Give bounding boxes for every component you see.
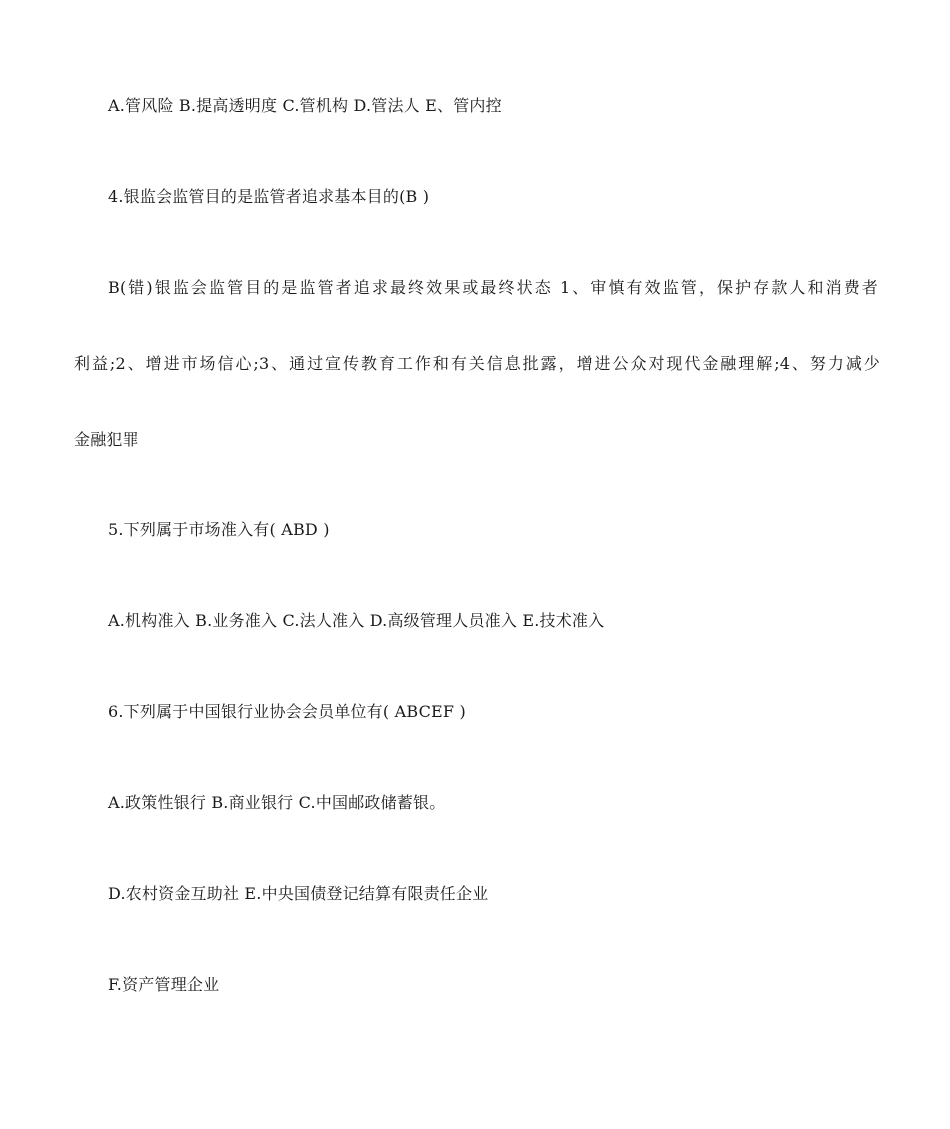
option-line-q6-a: A.政策性银行 B.商业银行 C.中国邮政储蓄银。 — [108, 793, 446, 812]
answer-explanation-line-3: 金融犯罪 — [74, 430, 139, 449]
question-6: 6.下列属于中国银行业协会会员单位有( ABCEF ) — [108, 702, 466, 721]
answer-explanation-line-1: B(错)银监会监管目的是监管者追求最终效果或最终状态 1、审慎有效监管，保护存款人和消费者 — [108, 278, 878, 297]
option-line-q6-c: F.资产管理企业 — [108, 975, 220, 994]
question-4: 4.银监会监管目的是监管者追求基本目的(B ) — [108, 187, 430, 206]
option-line-q5: A.机构准入 B.业务准入 C.法人准入 D.高级管理人员准入 E.技术准入 — [108, 611, 605, 630]
option-line-q6-b: D.农村资金互助社 E.中央国债登记结算有限责任企业 — [108, 884, 489, 903]
question-5: 5.下列属于市场准入有( ABD ) — [108, 520, 330, 539]
option-line-q3: A.管风险 B.提高透明度 C.管机构 D.管法人 E、管内控 — [108, 96, 502, 115]
answer-explanation-line-2: 利益;2、增进市场信心;3、通过宣传教育工作和有关信息批露，增进公众对现代金融理解;4、努力减少 — [74, 354, 880, 373]
